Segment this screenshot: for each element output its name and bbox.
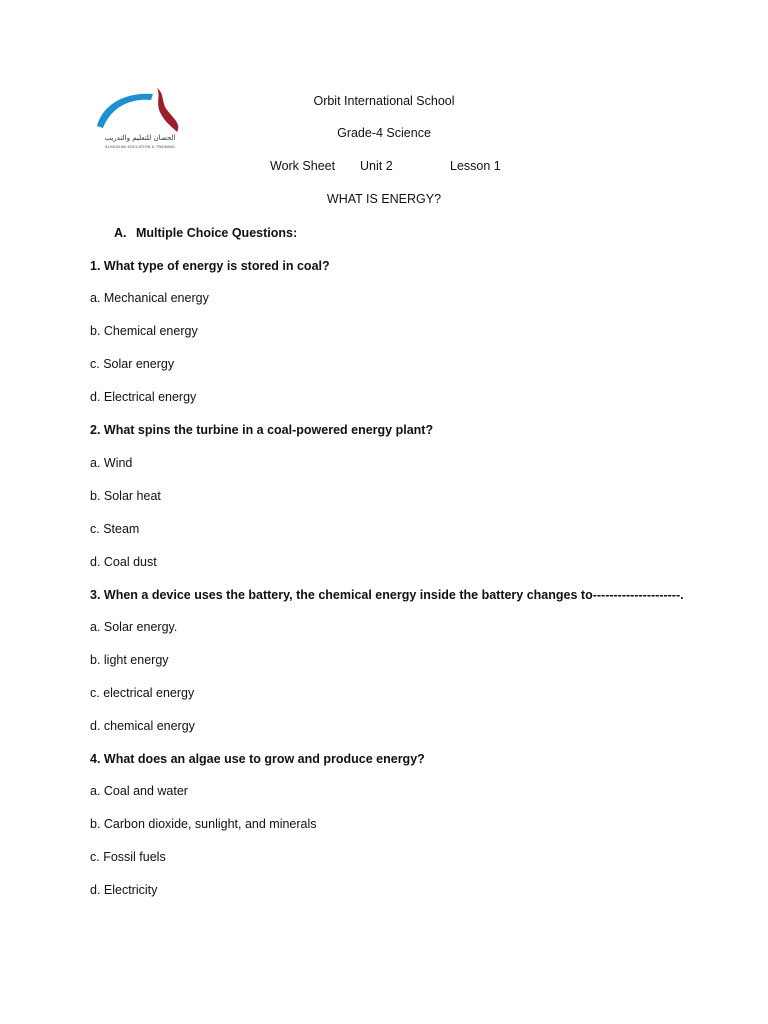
answer-option: d. chemical energy	[90, 719, 195, 733]
logo-arabic-text: الحصان للتعليم والتدريب	[104, 134, 176, 142]
answer-option: b. light energy	[90, 653, 169, 667]
question-text: 4. What does an algae use to grow and produce energy?	[90, 752, 425, 766]
logo-english-text: ALHUSSAN EDUCATION & TRAINING	[104, 145, 175, 149]
answer-option: b. Carbon dioxide, sunlight, and minerals	[90, 817, 317, 831]
answer-option: b. Solar heat	[90, 489, 161, 503]
answer-option: c. Solar energy	[90, 357, 175, 371]
section-marker: A.	[114, 226, 127, 240]
section-title: Multiple Choice Questions:	[136, 226, 298, 240]
school-name: Orbit International School	[313, 94, 455, 108]
answer-option: c. Steam	[90, 522, 140, 536]
answer-option: b. Chemical energy	[90, 324, 198, 338]
worksheet-title: WHAT IS ENERGY?	[326, 192, 442, 206]
answer-option: d. Electrical energy	[90, 390, 197, 404]
answer-option: c. electrical energy	[90, 686, 195, 700]
answer-option: d. Electricity	[90, 883, 158, 897]
answer-option: a. Coal and water	[90, 784, 188, 798]
answer-option: c. Fossil fuels	[90, 850, 166, 864]
unit-label: Unit 2	[360, 159, 393, 173]
answer-option: a. Solar energy.	[90, 620, 178, 634]
grade-subject: Grade-4 Science	[337, 126, 431, 140]
answer-option: a. Wind	[90, 456, 133, 470]
worksheet-label: Work Sheet	[270, 159, 336, 173]
question-text: 2. What spins the turbine in a coal-powered energy plant?	[90, 423, 434, 437]
question-text: 3. When a device uses the battery, the chemical energy inside the battery changes to---------------------.	[90, 588, 684, 602]
question-text: 1. What type of energy is stored in coal?	[90, 259, 330, 273]
lesson-label: Lesson 1	[450, 159, 501, 173]
answer-option: d. Coal dust	[90, 555, 157, 569]
answer-option: a. Mechanical energy	[90, 291, 209, 305]
